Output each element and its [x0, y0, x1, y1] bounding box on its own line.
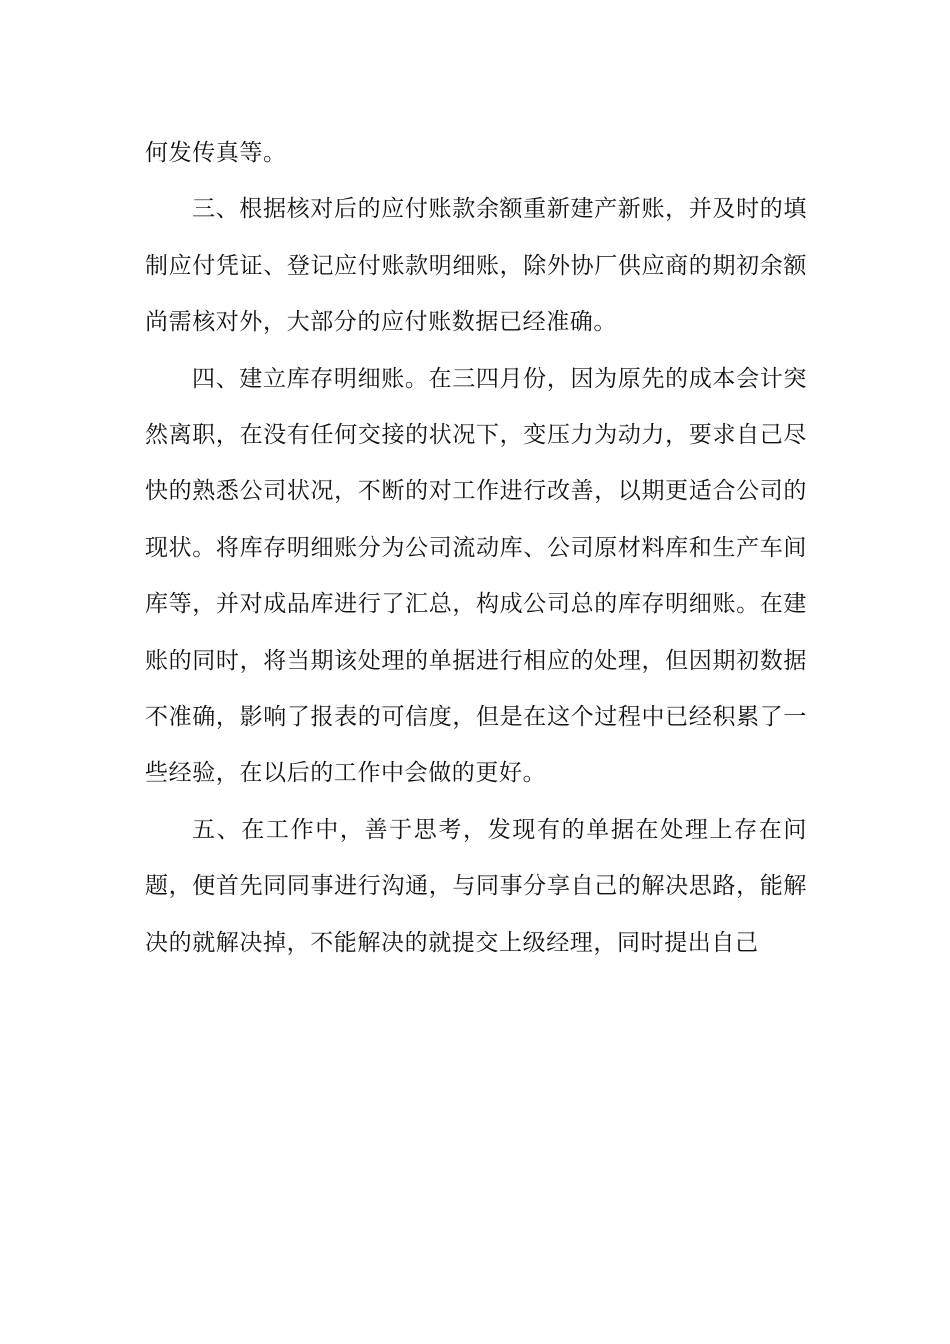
document-body [145, 125, 807, 971]
paragraph-item-four: 四、建立库存明细账。在三四月份，因为原先的成本会计突然离职，在没有任何交接的状况下，变压力为动力，要求自己尽快的熟悉公司状况，不断的对工作进行改善，以期更适合公司的现状。将库存明细账分为公司流动库、公司原材料库和生产车间库等，并对成品库进行了汇总，构成公司总的库存明细账。在建账的同时，将当期该处理的单据进行相应的处理，但因期初数据不准确，影响了报表的可信度，但是在这个过程中已经积累了一些经验，在以后的工作中会做的更好。 [145, 365, 807, 787]
paragraph-item-three: 三、根据核对后的应付账款余额重新建产新账，并及时的填制应付凭证、登记应付账款明细账，除外协厂供应商的期初余额尚需核对外，大部分的应付账数据已经准确。 [145, 196, 807, 336]
paragraph-item-five: 五、在工作中，善于思考，发现有的单据在处理上存在问题，便首先同同事进行沟通，与同事分享自己的解决思路，能解决的就解决掉，不能解决的就提交上级经理，同时提出自己 [145, 816, 807, 956]
paragraph-continuation: 何发传真等。 [145, 140, 287, 166]
